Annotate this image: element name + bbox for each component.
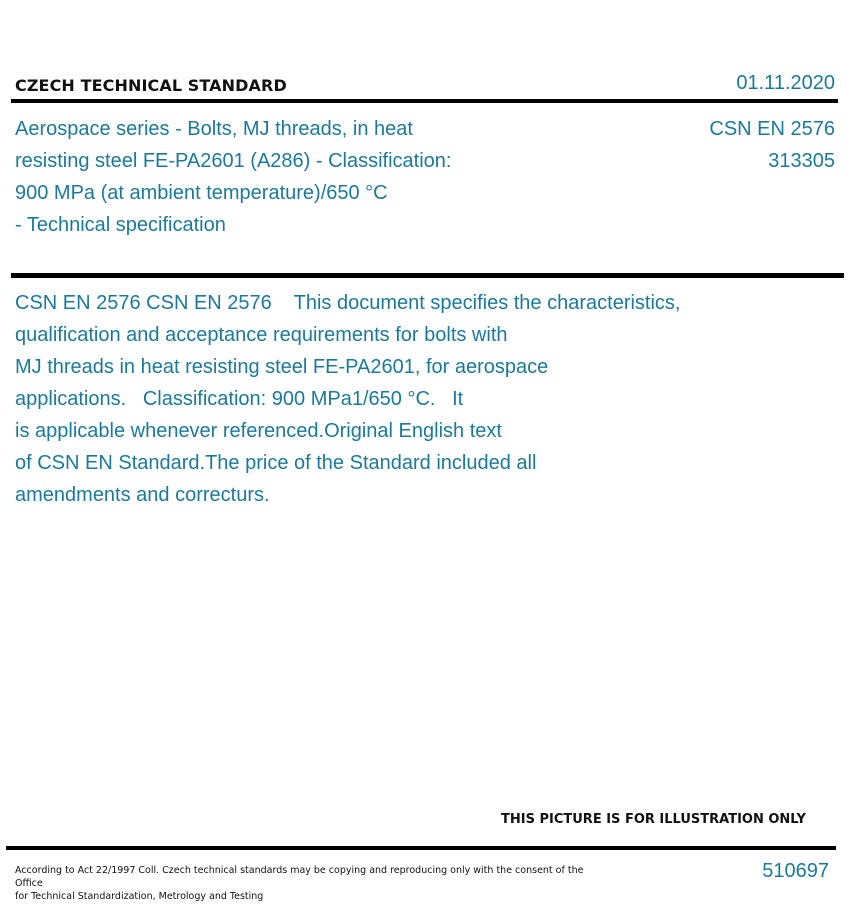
standard-number: CSN EN 2576 bbox=[709, 118, 835, 140]
illustration-note: THIS PICTURE IS FOR ILLUSTRATION ONLY bbox=[501, 812, 806, 827]
document-description bbox=[15, 287, 775, 511]
standard-identifiers bbox=[709, 113, 835, 177]
description-line: applications. Classification: 900 MPa1/650 °C. It bbox=[15, 388, 464, 410]
document-title-line: Aerospace series - Bolts, MJ threads, in heat bbox=[15, 118, 413, 140]
description-line: qualification and acceptance requirements for bolts with bbox=[15, 324, 508, 346]
description-line: amendments and correcturs. bbox=[15, 484, 270, 506]
header-divider bbox=[11, 99, 838, 103]
document-title-line: 900 MPa (at ambient temperature)/650 °C bbox=[15, 182, 388, 204]
footer-code: 510697 bbox=[762, 860, 829, 882]
document-title bbox=[15, 113, 535, 241]
description-line: MJ threads in heat resisting steel FE-PA2601, for aerospace bbox=[15, 356, 549, 378]
catalog-number: 313305 bbox=[768, 150, 835, 172]
description-line: of CSN EN Standard.The price of the Standard included all bbox=[15, 452, 537, 474]
legal-notice-line: for Technical Standardization, Metrology and Testing bbox=[15, 891, 264, 902]
publication-date: 01.11.2020 bbox=[736, 72, 835, 94]
document-title-line: - Technical specification bbox=[15, 214, 226, 236]
footer-divider bbox=[6, 846, 836, 850]
header-title: CZECH TECHNICAL STANDARD bbox=[15, 76, 287, 95]
description-line: is applicable whenever referenced.Original English text bbox=[15, 420, 502, 442]
legal-notice-line: According to Act 22/1997 Coll. Czech technical standards may be copying and reproducing only with the consent of the Office bbox=[15, 865, 584, 889]
document-title-line: resisting steel FE-PA2601 (A286) - Classification: bbox=[15, 150, 452, 172]
legal-notice bbox=[15, 864, 595, 903]
section-divider bbox=[11, 273, 844, 278]
description-line: CSN EN 2576 CSN EN 2576 This document specifies the characteristics, bbox=[15, 292, 681, 314]
